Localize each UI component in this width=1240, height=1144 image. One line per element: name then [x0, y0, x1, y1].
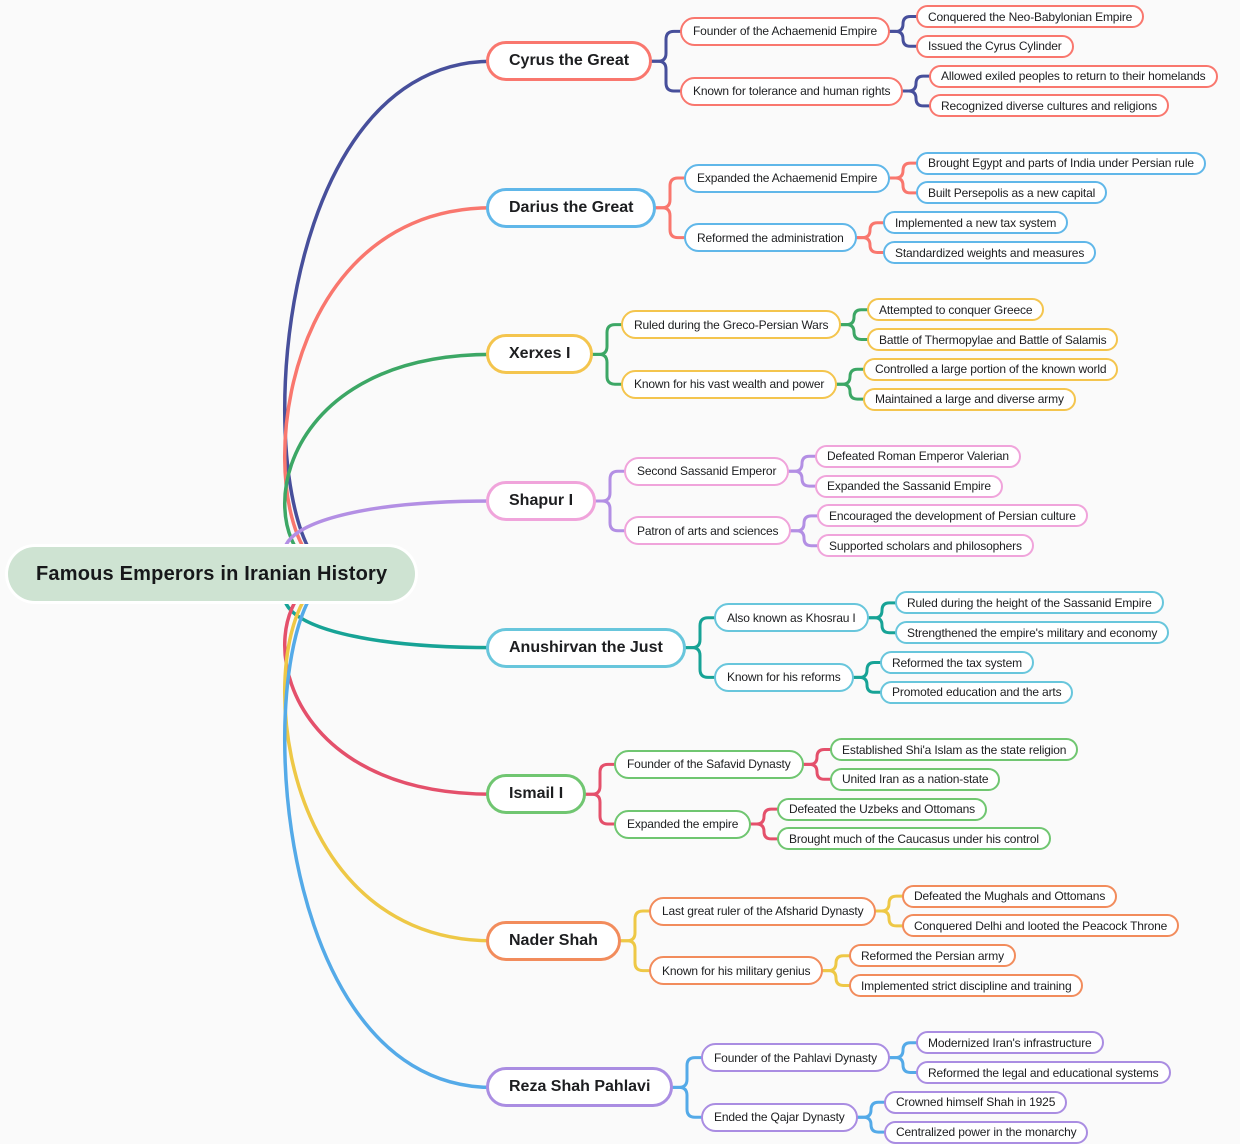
- link-path: [285, 574, 492, 794]
- fact-node-maintained-a-large-and-diverse-army[interactable]: Maintained a large and diverse army: [863, 388, 1076, 411]
- fact-node-reformed-the-legal-and-educational-systems[interactable]: Reformed the legal and educational systems: [916, 1061, 1171, 1084]
- fact-node-ruled-during-the-height-of-the-sassanid-em[interactable]: Ruled during the height of the Sassanid Empire: [895, 591, 1164, 614]
- branch-node-cyrus-the-great[interactable]: Cyrus the Great: [486, 41, 652, 81]
- link-path: [652, 61, 684, 91]
- root-node[interactable]: Famous Emperors in Iranian History: [8, 547, 415, 601]
- fact-node-conquered-delhi-and-looted-the-peacock-thr[interactable]: Conquered Delhi and looted the Peacock Throne: [902, 914, 1179, 937]
- branch-node-darius-the-great[interactable]: Darius the Great: [486, 188, 656, 228]
- topic-node-reformed-the-administration[interactable]: Reformed the administration: [684, 223, 857, 252]
- fact-node-battle-of-thermopylae-and-battle-of-salami[interactable]: Battle of Thermopylae and Battle of Salamis: [867, 328, 1118, 351]
- link-path: [652, 31, 684, 61]
- branch-node-shapur-i[interactable]: Shapur I: [486, 481, 596, 521]
- fact-node-expanded-the-sassanid-empire[interactable]: Expanded the Sassanid Empire: [815, 475, 1003, 498]
- fact-node-defeated-roman-emperor-valerian[interactable]: Defeated Roman Emperor Valerian: [815, 445, 1021, 468]
- fact-node-promoted-education-and-the-arts[interactable]: Promoted education and the arts: [880, 681, 1073, 704]
- branch-node-reza-shah-pahlavi[interactable]: Reza Shah Pahlavi: [486, 1067, 673, 1107]
- link-path: [656, 208, 688, 238]
- topic-node-expanded-the-empire[interactable]: Expanded the empire: [614, 810, 751, 839]
- topic-node-second-sassanid-emperor[interactable]: Second Sassanid Emperor: [624, 457, 789, 486]
- link-path: [593, 325, 625, 355]
- fact-node-modernized-iran-s-infrastructure[interactable]: Modernized Iran's infrastructure: [916, 1031, 1104, 1054]
- topic-node-also-known-as-khosrau-i[interactable]: Also known as Khosrau I: [714, 603, 869, 632]
- fact-node-reformed-the-persian-army[interactable]: Reformed the Persian army: [849, 944, 1016, 967]
- topic-node-known-for-his-military-genius[interactable]: Known for his military genius: [649, 956, 823, 985]
- fact-node-encouraged-the-development-of-persian-cult[interactable]: Encouraged the development of Persian culture: [817, 504, 1088, 527]
- topic-node-founder-of-the-pahlavi-dynasty[interactable]: Founder of the Pahlavi Dynasty: [701, 1043, 890, 1072]
- link-path: [686, 618, 718, 648]
- fact-node-reformed-the-tax-system[interactable]: Reformed the tax system: [880, 651, 1034, 674]
- link-path: [656, 178, 688, 208]
- fact-node-brought-much-of-the-caucasus-under-his-con[interactable]: Brought much of the Caucasus under his control: [777, 827, 1051, 850]
- branch-node-anushirvan-the-just[interactable]: Anushirvan the Just: [486, 628, 686, 668]
- fact-node-crowned-himself-shah-in-1925[interactable]: Crowned himself Shah in 1925: [884, 1091, 1067, 1114]
- fact-node-controlled-a-large-portion-of-the-known-wo[interactable]: Controlled a large portion of the known world: [863, 358, 1118, 381]
- branch-node-nader-shah[interactable]: Nader Shah: [486, 921, 621, 961]
- topic-node-ended-the-qajar-dynasty[interactable]: Ended the Qajar Dynasty: [701, 1103, 858, 1132]
- topic-node-known-for-tolerance-and-human-rights[interactable]: Known for tolerance and human rights: [680, 77, 903, 106]
- fact-node-conquered-the-neo-babylonian-empire[interactable]: Conquered the Neo-Babylonian Empire: [916, 5, 1144, 28]
- fact-node-recognized-diverse-cultures-and-religions[interactable]: Recognized diverse cultures and religions: [929, 94, 1169, 117]
- link-path: [673, 1058, 705, 1088]
- link-path: [586, 794, 618, 824]
- fact-node-allowed-exiled-peoples-to-return-to-their-[interactable]: Allowed exiled peoples to return to their homelands: [929, 65, 1218, 88]
- fact-node-standardized-weights-and-measures[interactable]: Standardized weights and measures: [883, 241, 1096, 264]
- fact-node-established-shi-a-islam-as-the-state-relig[interactable]: Established Shi'a Islam as the state religion: [830, 738, 1078, 761]
- branch-node-xerxes-i[interactable]: Xerxes I: [486, 334, 593, 374]
- link-path: [586, 764, 618, 794]
- link-path: [673, 1087, 705, 1117]
- link-path: [285, 574, 492, 941]
- link-path: [621, 941, 653, 971]
- topic-node-known-for-his-vast-wealth-and-power[interactable]: Known for his vast wealth and power: [621, 370, 837, 399]
- topic-node-patron-of-arts-and-sciences[interactable]: Patron of arts and sciences: [624, 516, 791, 545]
- fact-node-implemented-strict-discipline-and-training[interactable]: Implemented strict discipline and training: [849, 974, 1083, 997]
- topic-node-expanded-the-achaemenid-empire[interactable]: Expanded the Achaemenid Empire: [684, 164, 890, 193]
- topic-node-ruled-during-the-greco-persian-wars[interactable]: Ruled during the Greco-Persian Wars: [621, 310, 841, 339]
- link-path: [596, 501, 628, 531]
- fact-node-supported-scholars-and-philosophers[interactable]: Supported scholars and philosophers: [817, 534, 1034, 557]
- fact-node-strengthened-the-empire-s-military-and-eco[interactable]: Strengthened the empire's military and economy: [895, 621, 1169, 644]
- topic-node-founder-of-the-achaemenid-empire[interactable]: Founder of the Achaemenid Empire: [680, 17, 890, 46]
- fact-node-united-iran-as-a-nation-state[interactable]: United Iran as a nation-state: [830, 768, 1000, 791]
- link-path: [596, 471, 628, 501]
- fact-node-implemented-a-new-tax-system[interactable]: Implemented a new tax system: [883, 211, 1068, 234]
- link-path: [593, 354, 625, 384]
- fact-node-defeated-the-mughals-and-ottomans[interactable]: Defeated the Mughals and Ottomans: [902, 885, 1117, 908]
- fact-node-built-persepolis-as-a-new-capital[interactable]: Built Persepolis as a new capital: [916, 181, 1107, 204]
- topic-node-known-for-his-reforms[interactable]: Known for his reforms: [714, 663, 854, 692]
- fact-node-attempted-to-conquer-greece[interactable]: Attempted to conquer Greece: [867, 298, 1044, 321]
- link-path: [621, 911, 653, 941]
- fact-node-issued-the-cyrus-cylinder[interactable]: Issued the Cyrus Cylinder: [916, 35, 1074, 58]
- branch-node-ismail-i[interactable]: Ismail I: [486, 774, 586, 814]
- link-path: [686, 648, 718, 678]
- topic-node-last-great-ruler-of-the-afsharid-dynasty[interactable]: Last great ruler of the Afsharid Dynasty: [649, 897, 876, 926]
- fact-node-brought-egypt-and-parts-of-india-under-per[interactable]: Brought Egypt and parts of India under Persian rule: [916, 152, 1206, 175]
- topic-node-founder-of-the-safavid-dynasty[interactable]: Founder of the Safavid Dynasty: [614, 750, 804, 779]
- fact-node-centralized-power-in-the-monarchy[interactable]: Centralized power in the monarchy: [884, 1121, 1088, 1144]
- fact-node-defeated-the-uzbeks-and-ottomans[interactable]: Defeated the Uzbeks and Ottomans: [777, 798, 987, 821]
- link-path: [285, 208, 492, 575]
- link-path: [285, 354, 492, 574]
